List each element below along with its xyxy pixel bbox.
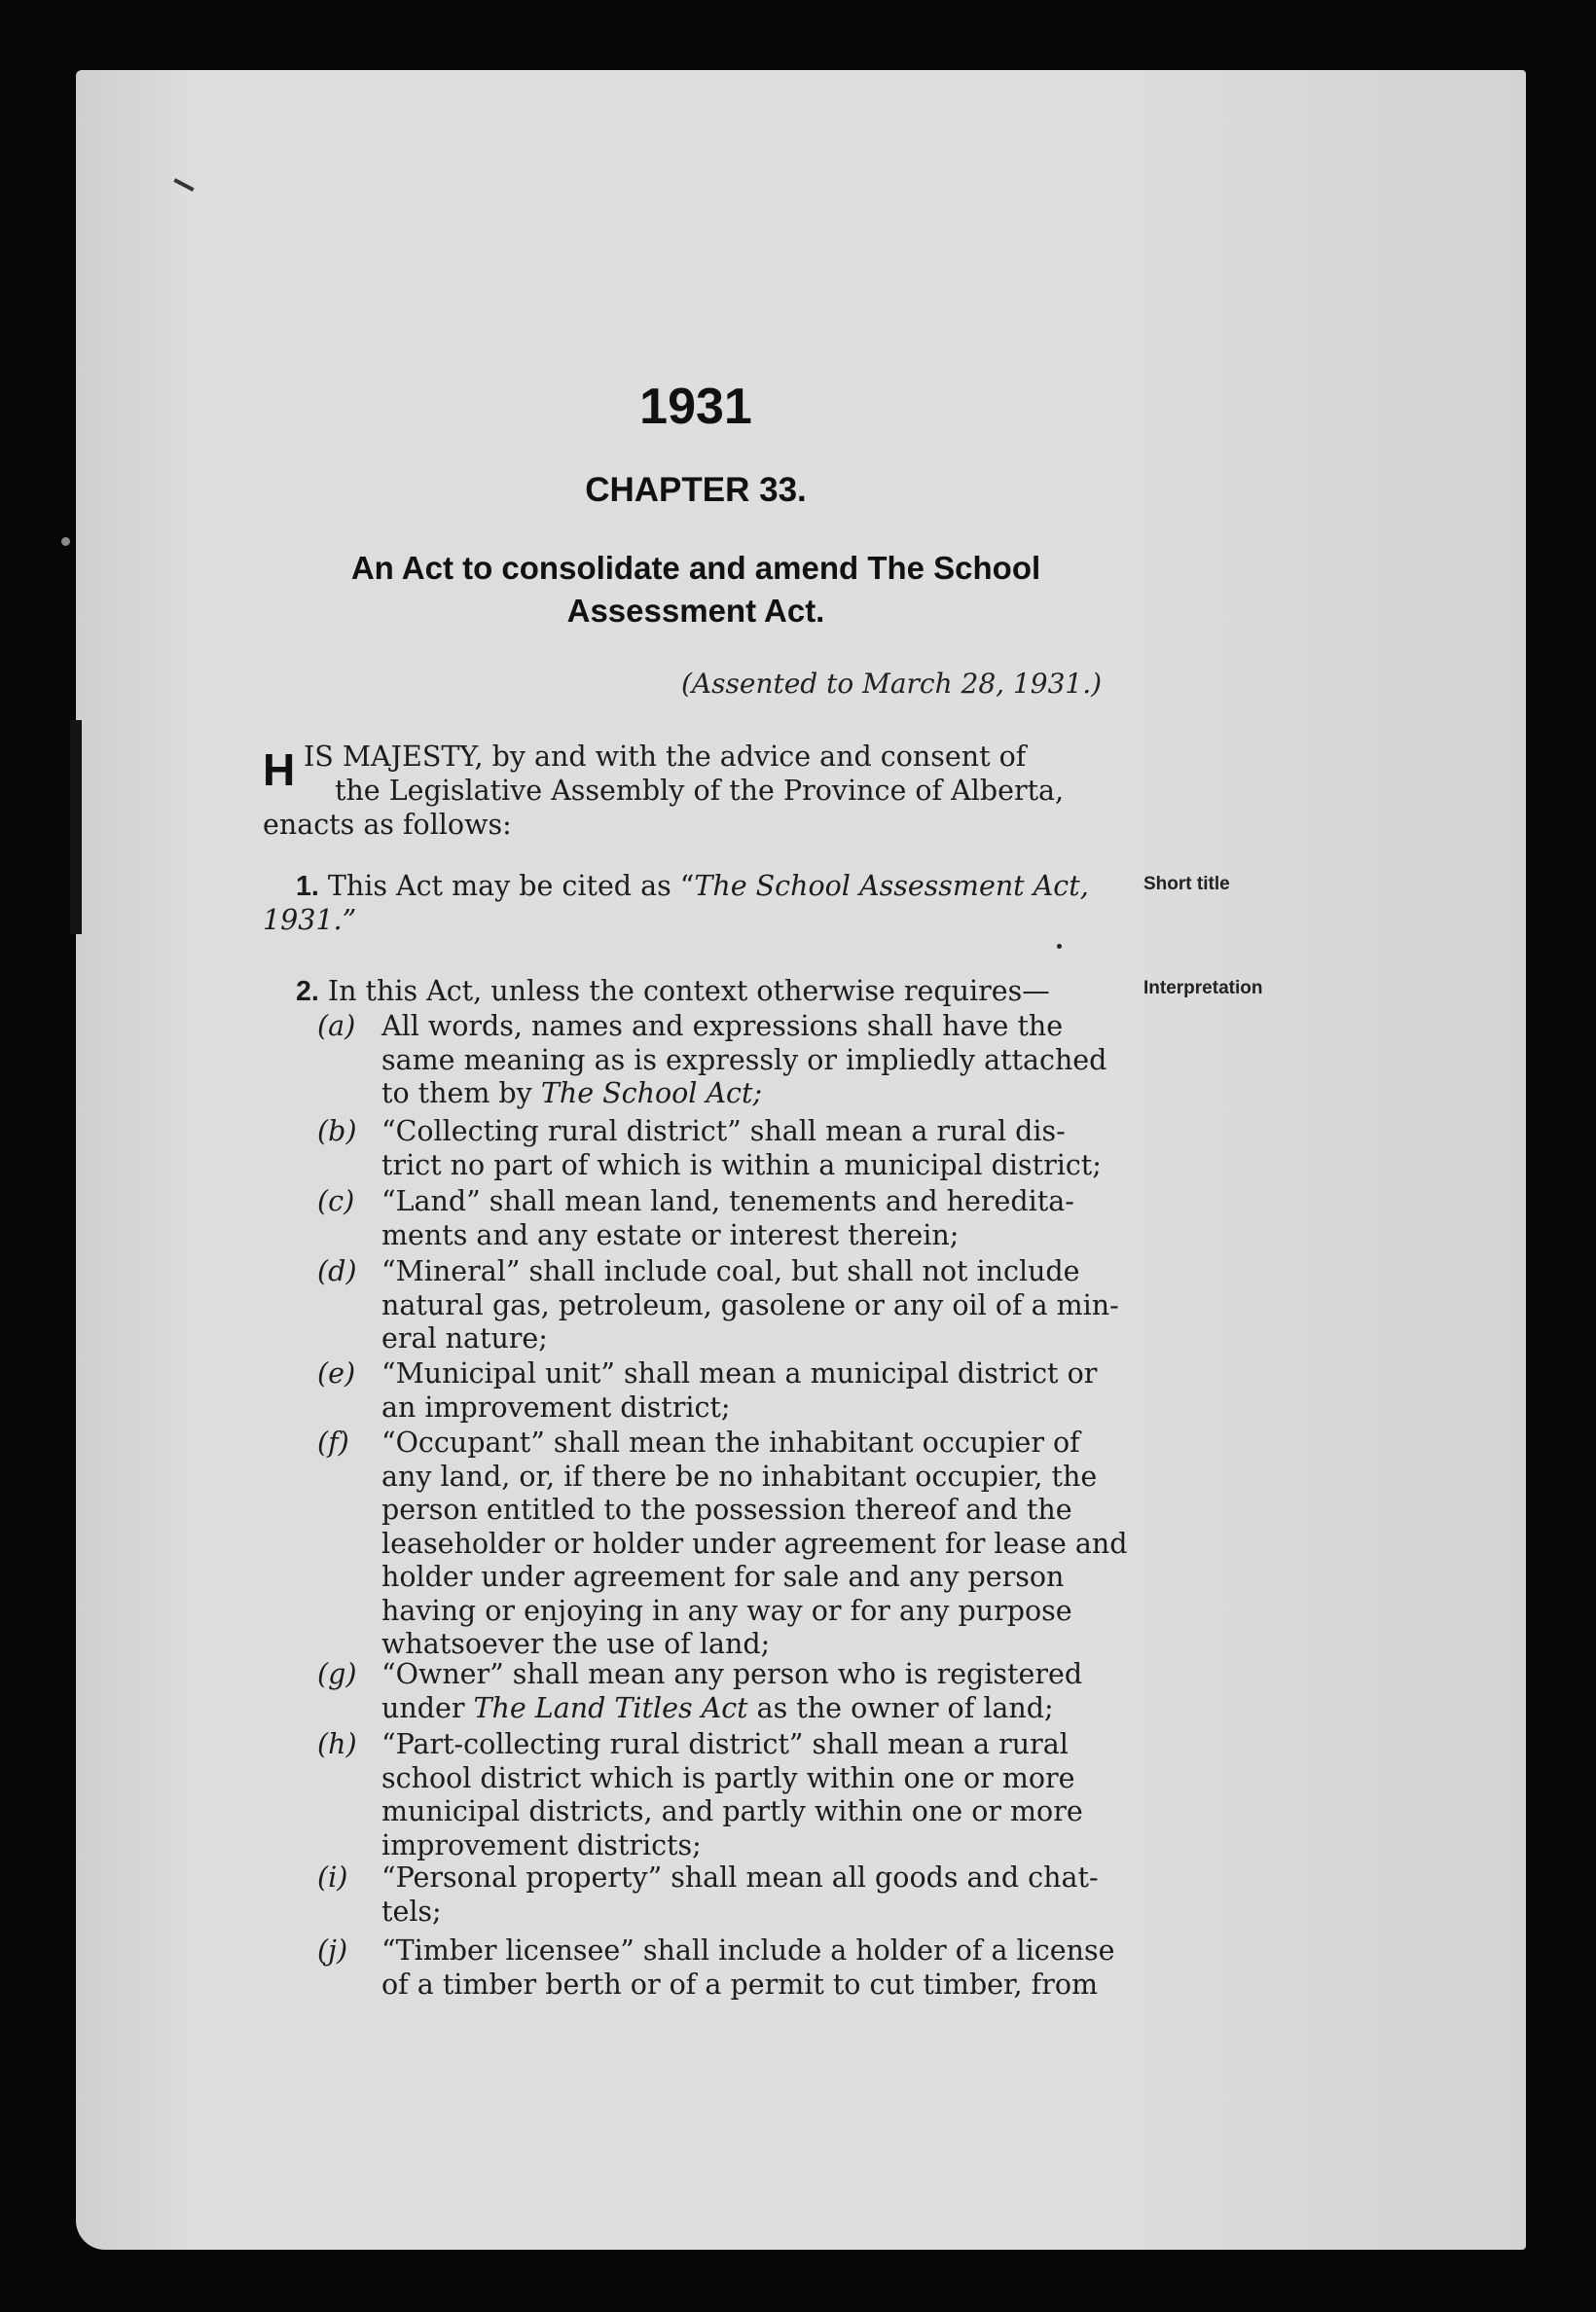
- act-title-line-1: An Act to consolidate and amend The School: [350, 550, 1041, 586]
- year-heading: 1931: [639, 379, 752, 435]
- section-1-text: This Act may be cited as “: [327, 870, 695, 902]
- enacting-line-3: enacts as follows:: [263, 809, 512, 841]
- definition-text: [381, 1728, 1170, 1862]
- section-2-intro-text: In this Act, unless the context otherwise requires—: [327, 975, 1050, 1007]
- section-1-line-1: [296, 870, 1089, 903]
- assent-date: (Assented to March 28, 1931.): [681, 668, 1103, 700]
- definition-line: school district which is partly within one or more: [381, 1761, 1075, 1794]
- definition-text: [381, 1255, 1170, 1356]
- statute-reference: The Land Titles Act: [473, 1691, 748, 1724]
- statute-reference: The School Act;: [540, 1077, 763, 1109]
- act-title: [272, 547, 1119, 632]
- definition-label: (d): [317, 1255, 357, 1287]
- definition-line: ments and any estate or interest therein;: [381, 1218, 960, 1251]
- definition-line: improvement districts;: [381, 1828, 702, 1861]
- definition-line: “Mineral” shall include coal, but shall not include: [381, 1255, 1080, 1287]
- definition-line: of a timber berth or of a permit to cut timber, from: [381, 1968, 1099, 2001]
- definition-text: [381, 1934, 1170, 2002]
- section-2-number: 2.: [296, 976, 319, 1007]
- definition-text: [381, 1658, 1170, 1725]
- definition-line: eral nature;: [381, 1322, 548, 1355]
- chapter-heading: CHAPTER 33.: [585, 471, 807, 509]
- enacting-clause: [263, 740, 1139, 842]
- definition-line: same meaning as is expressly or impliedly attached: [381, 1043, 1107, 1076]
- definition-label: (h): [317, 1728, 357, 1760]
- definition-label: (g): [317, 1658, 357, 1690]
- definition-text: [381, 1861, 1170, 1929]
- definition-label: (e): [317, 1357, 356, 1390]
- definition-line: tels;: [381, 1895, 442, 1928]
- definition-line: All words, names and expressions shall have the: [381, 1010, 1064, 1042]
- enacting-line-1: IS MAJESTY, by and with the advice and consent of: [304, 741, 1027, 773]
- definition-text: [381, 1185, 1170, 1252]
- definition-line: “Timber licensee” shall include a holder of a license: [381, 1934, 1115, 1967]
- definition-line: any land, or, if there be no inhabitant occupier, the: [381, 1460, 1098, 1493]
- definition-line: having or enjoying in any way or for any purpose: [381, 1594, 1072, 1627]
- section-2-intro: [296, 975, 1050, 1008]
- ink-speck: [1057, 944, 1062, 949]
- definition-text: [381, 1357, 1170, 1425]
- definition-line: “Land” shall mean land, tenements and heredita-: [381, 1185, 1074, 1217]
- definition-line: “Personal property” shall mean all goods and chat-: [381, 1861, 1099, 1894]
- definition-line: “Occupant” shall mean the inhabitant occupier of: [381, 1427, 1080, 1459]
- definition-line: “Owner” shall mean any person who is registered: [381, 1658, 1083, 1690]
- definition-label: (c): [317, 1185, 355, 1217]
- section-1-number: 1.: [296, 871, 319, 902]
- definition-line: natural gas, petroleum, gasolene or any oil of a min-: [381, 1288, 1119, 1321]
- act-title-line-2: Assessment Act.: [566, 593, 825, 629]
- definition-line: an improvement district;: [381, 1391, 731, 1424]
- definition-line: “Part-collecting rural district” shall mean a rural: [381, 1728, 1069, 1760]
- definition-line: municipal districts, and partly within one or more: [381, 1795, 1083, 1827]
- definition-label: (i): [317, 1861, 348, 1894]
- definition-line: whatsoever the use of land;: [381, 1628, 771, 1660]
- drop-cap: H: [263, 744, 296, 795]
- section-1-year: 1931.”: [263, 904, 357, 936]
- definition-text: [381, 1427, 1170, 1662]
- definition-line: person entitled to the possession thereof and the: [381, 1494, 1072, 1526]
- definition-text: [381, 1115, 1170, 1182]
- section-1-short-title: The School Assessment Act,: [694, 870, 1089, 902]
- enacting-line-2: the Legislative Assembly of the Province of Alberta,: [335, 775, 1065, 807]
- definition-line: leaseholder or holder under agreement for lease and: [381, 1527, 1128, 1560]
- definition-line: under The Land Titles Act as the owner of land;: [381, 1691, 1054, 1724]
- definition-label: (f): [317, 1427, 349, 1459]
- definition-line: “Municipal unit” shall mean a municipal district or: [381, 1357, 1098, 1390]
- section-1-line-2: [263, 904, 356, 936]
- definition-line: trict no part of which is within a municipal district;: [381, 1148, 1102, 1181]
- definition-line: to them by The School Act;: [381, 1077, 763, 1109]
- definition-line: holder under agreement for sale and any person: [381, 1561, 1065, 1593]
- definition-label: (a): [317, 1010, 356, 1042]
- binding-edge: [70, 720, 82, 934]
- margin-note-short-title: Short title: [1143, 874, 1230, 894]
- definition-text: [381, 1010, 1170, 1111]
- definition-label: (b): [317, 1115, 357, 1147]
- margin-note-interpretation: Interpretation: [1143, 978, 1263, 998]
- punch-hole: [61, 537, 70, 546]
- definition-line: “Collecting rural district” shall mean a rural dis-: [381, 1115, 1066, 1147]
- definition-label: (j): [317, 1934, 348, 1967]
